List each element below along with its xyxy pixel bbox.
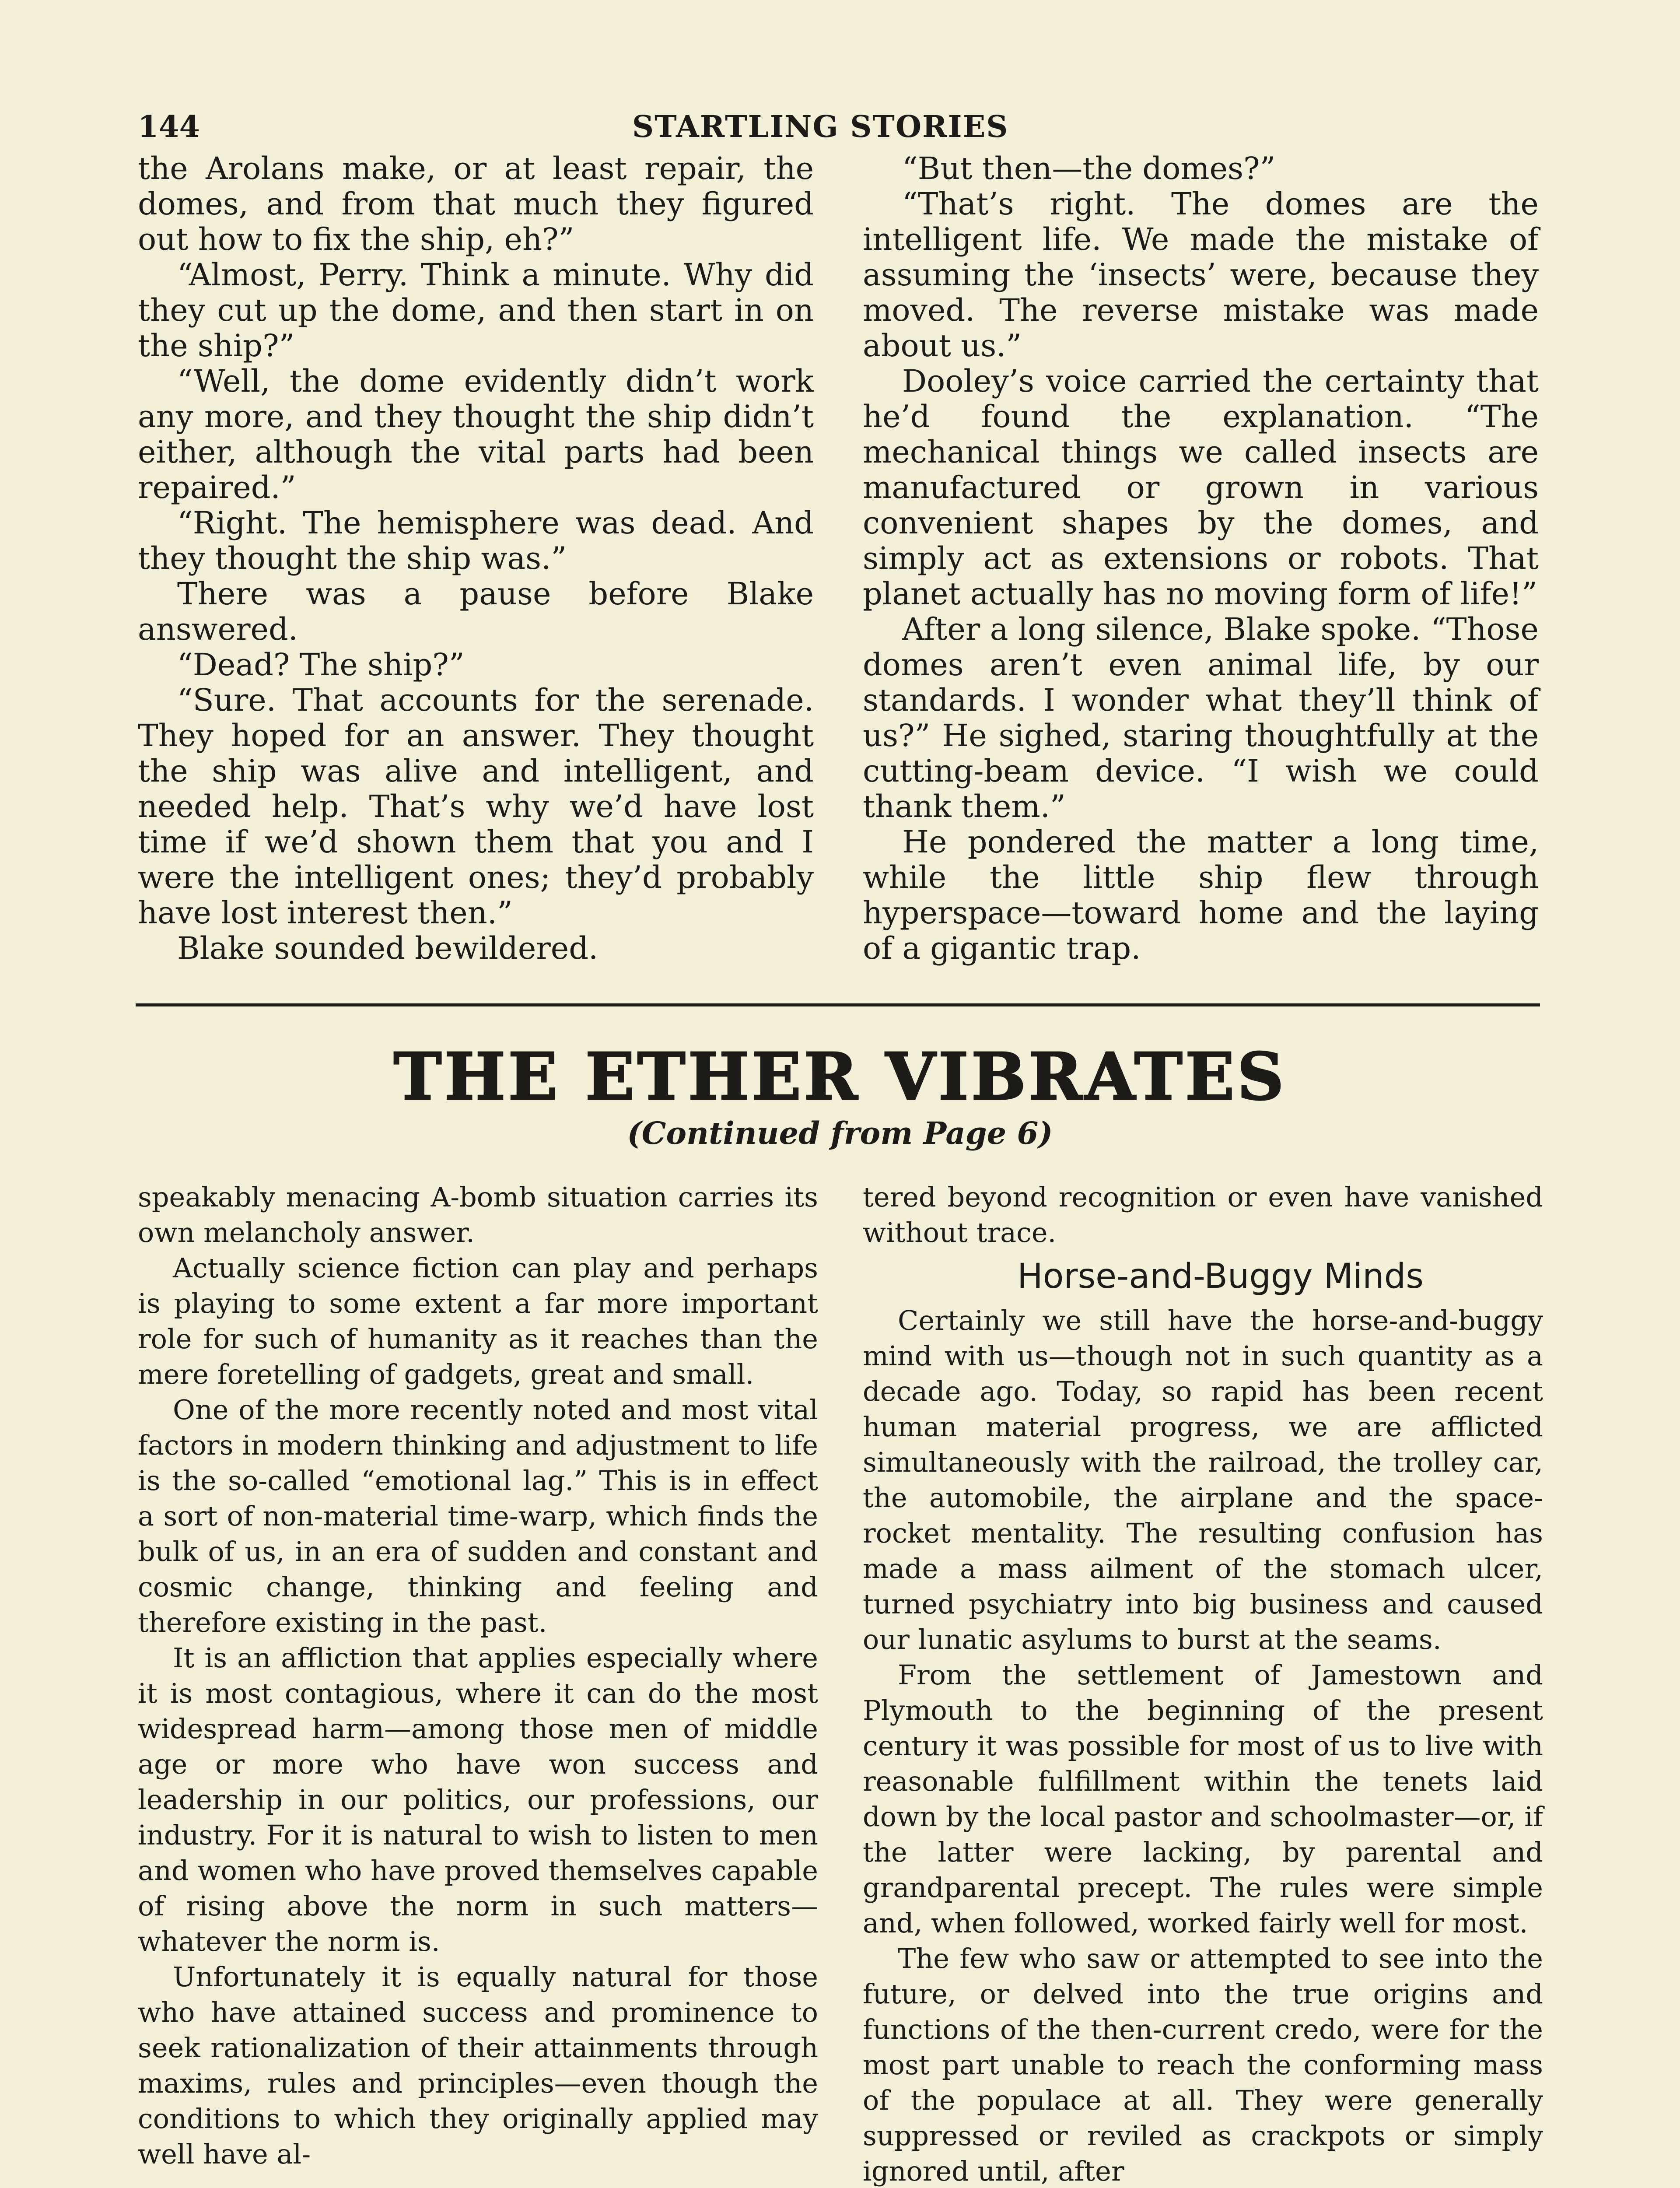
paragraph: “Right. The hemisphere was dead. And they thought the ship was.”	[138, 505, 814, 576]
story-column-right	[863, 151, 1539, 966]
paragraph: Certainly we still have the horse-and-buggy mind with us—though not in such quantity as a decade ago. Today, so rapid has been recent human material progress, we are afflicted simultaneously with the railroad, the trolley car, the automobile, the airplane and the space-rocket mentality. The resulting confusion has made a mass ailment of the stomach ulcer, turned psychiatry into big business and caused our lunatic asylums to burst at the seams.	[863, 1304, 1543, 1655]
paragraph: From the settlement of Jamestown and Plymouth to the beginning of the present century it was possible for most of us to live with reasonable fulfillment within the tenets laid down by the local pastor and schoolmaster—or, if the latter were lacking, by parental and grandparental precept. The rules were simple and, when followed, worked fairly well for most.	[863, 1659, 1543, 1939]
feature-column-right	[863, 1179, 1543, 2188]
paragraph: One of the more recently noted and most vital factors in modern thinking and adjustment to life is the so-called “emotional lag.” This is in effect a sort of non-material time-warp, which finds the bulk of us, in an era of sudden and constant and cosmic change, thinking and feeling and therefore existing in the past.	[138, 1394, 818, 1638]
paragraph: “Dead? The ship?”	[177, 647, 465, 683]
section-divider	[136, 1003, 1540, 1006]
paragraph: tered beyond recognition or even have vanished without trace.	[863, 1181, 1543, 1248]
paragraph: “Well, the dome evidently didn’t work any more, and they thought the ship didn’t either, although the vital parts had been repaired.”	[138, 363, 814, 505]
paragraph: There was a pause before Blake answered.	[138, 576, 814, 647]
section-subheading: Horse-and-Buggy Minds	[1017, 1257, 1424, 1296]
paragraph: the Arolans make, or at least repair, the domes, and from that much they figured out how to fix the ship, eh?”	[138, 151, 814, 257]
continued-note: (Continued from Page 6)	[627, 1115, 1053, 1151]
running-title: STARTLING STORIES	[632, 109, 1009, 144]
paragraph: He pondered the matter a long time, while the little ship flew through hyperspace—toward home and the laying of a gigantic trap.	[863, 824, 1539, 966]
paragraph: Actually science fiction can play and perhaps is playing to some extent a far more important role for such of humanity as it reaches than the mere foretelling of gadgets, great and small.	[138, 1252, 818, 1390]
page-header	[138, 103, 1538, 151]
paragraph: It is an affliction that applies especially where it is most contagious, where it can do the most widespread harm—among those men of middle age or more who have won success and leadership in our politics, our professions, our industry. For it is natural to wish to listen to men and women who have proved themselves capable of rising above the norm in such matters—whatever the norm is.	[138, 1642, 818, 1957]
paragraph: “Sure. That accounts for the serenade. They hoped for an answer. They thought the ship was alive and intelligent, and needed help. That’s why we’d have lost time if we’d shown them that you and I were the intelligent ones; they’d probably have lost interest then.”	[138, 682, 814, 931]
paragraph: The few who saw or attempted to see into the future, or delved into the true origins and functions of the then-current credo, were for the most part unable to reach the conforming mass of the populace at all. They were generally suppressed or reviled as crackpots or simply ignored until, after	[863, 1943, 1543, 2187]
story-column-left	[138, 151, 814, 966]
paragraph: speakably menacing A-bomb situation carries its own melancholy answer.	[138, 1181, 818, 1248]
paragraph: “Almost, Perry. Think a minute. Why did they cut up the dome, and then start in on the ship?”	[138, 257, 814, 364]
paragraph: “That’s right. The domes are the intelligent life. We made the mistake of assuming the ‘insects’ were, because they moved. The reverse mistake was made about us.”	[863, 186, 1539, 364]
page-number: 144	[138, 109, 200, 144]
paragraph: Unfortunately it is equally natural for those who have attained success and prominence to seek rationalization of their attainments through maxims, rules and principles—even though the conditions to which they originally applied may well have al-	[138, 1961, 818, 2170]
feature-column-left	[138, 1179, 818, 2172]
paragraph: Dooley’s voice carried the certainty that he’d found the explanation. “The mechanical things we called insects are manufactured or grown in various convenient shapes by the domes, and simply act as extensions or robots. That planet actually has no moving form of life!”	[863, 363, 1539, 612]
paragraph: Blake sounded bewildered.	[177, 930, 598, 966]
paragraph: “But then—the domes?”	[902, 151, 1276, 186]
paragraph: After a long silence, Blake spoke. “Those domes aren’t even animal life, by our standards. I wonder what they’ll think of us?” He sighed, staring thoughtfully at the cutting-beam device. “I wish we could thank them.”	[863, 611, 1539, 824]
feature-title: THE ETHER VIBRATES	[393, 1038, 1287, 1115]
